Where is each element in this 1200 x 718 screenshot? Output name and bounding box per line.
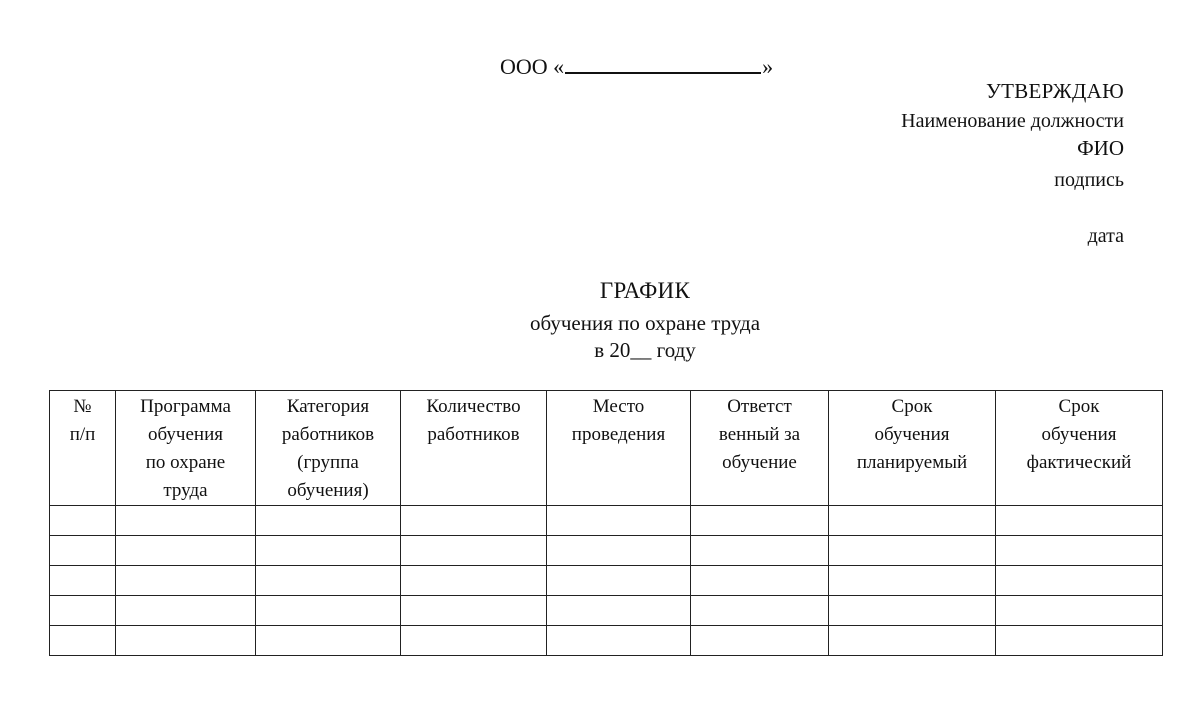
approval-position: Наименование должности <box>901 110 1124 132</box>
org-prefix: ООО « <box>500 54 565 79</box>
table-cell <box>829 566 996 596</box>
table-cell <box>401 626 547 656</box>
table-cell <box>401 536 547 566</box>
table-cell <box>547 506 691 536</box>
table-cell <box>50 596 116 626</box>
table-cell <box>401 506 547 536</box>
table-row <box>50 626 1163 656</box>
table-cell <box>50 506 116 536</box>
table-cell <box>547 596 691 626</box>
table-cell <box>547 626 691 656</box>
table-cell <box>256 566 401 596</box>
table-cell <box>116 536 256 566</box>
table-cell <box>996 626 1163 656</box>
column-header-responsible: Ответст венный за обучение <box>691 391 829 506</box>
approval-title: УТВЕРЖДАЮ <box>985 79 1124 103</box>
table-cell <box>691 596 829 626</box>
table-cell <box>691 566 829 596</box>
column-header-number: № п/п <box>50 391 116 506</box>
table-cell <box>116 566 256 596</box>
document-year-line <box>0 337 1200 363</box>
column-header-category: Категория работников (группа обучения) <box>256 391 401 506</box>
year-blank: __ <box>630 338 652 362</box>
column-header-count: Количество работников <box>401 391 547 506</box>
column-header-location: Место проведения <box>547 391 691 506</box>
table-cell <box>116 506 256 536</box>
table-cell <box>996 566 1163 596</box>
table-row <box>50 596 1163 626</box>
table-header-row <box>50 391 1163 506</box>
table-cell <box>116 596 256 626</box>
training-schedule-table <box>49 390 1163 656</box>
table-cell <box>256 536 401 566</box>
document-title: ГРАФИК <box>599 278 691 303</box>
table-cell <box>996 506 1163 536</box>
column-header-program: Программа обучения по охране труда <box>116 391 256 506</box>
table-cell <box>116 626 256 656</box>
table-cell <box>996 536 1163 566</box>
table-cell <box>547 566 691 596</box>
table-cell <box>829 626 996 656</box>
table-row <box>50 566 1163 596</box>
approval-signature: подпись <box>1054 169 1124 191</box>
table-cell <box>256 626 401 656</box>
table-row <box>50 506 1163 536</box>
column-header-actual-term: Срок обучения фактический <box>996 391 1163 506</box>
table-cell <box>256 596 401 626</box>
table-body <box>50 506 1163 656</box>
table-cell <box>829 506 996 536</box>
table-cell <box>50 536 116 566</box>
table-cell <box>547 536 691 566</box>
table-cell <box>401 566 547 596</box>
table-cell <box>996 596 1163 626</box>
approval-fio: ФИО <box>1077 136 1124 160</box>
table-cell <box>829 596 996 626</box>
column-header-planned-term: Срок обучения планируемый <box>829 391 996 506</box>
org-suffix: » <box>762 54 774 79</box>
org-name-blank <box>565 52 761 74</box>
table-cell <box>256 506 401 536</box>
organization-line <box>500 52 773 80</box>
table-cell <box>50 626 116 656</box>
table-cell <box>401 596 547 626</box>
document-subtitle: обучения по охране труда <box>529 311 761 335</box>
table-cell <box>691 536 829 566</box>
table-cell <box>691 506 829 536</box>
table-cell <box>691 626 829 656</box>
table-cell <box>50 566 116 596</box>
approval-date: дата <box>1087 225 1124 247</box>
year-suffix: году <box>651 338 696 362</box>
year-prefix: в 20 <box>594 338 631 362</box>
table-cell <box>829 536 996 566</box>
table-row <box>50 536 1163 566</box>
